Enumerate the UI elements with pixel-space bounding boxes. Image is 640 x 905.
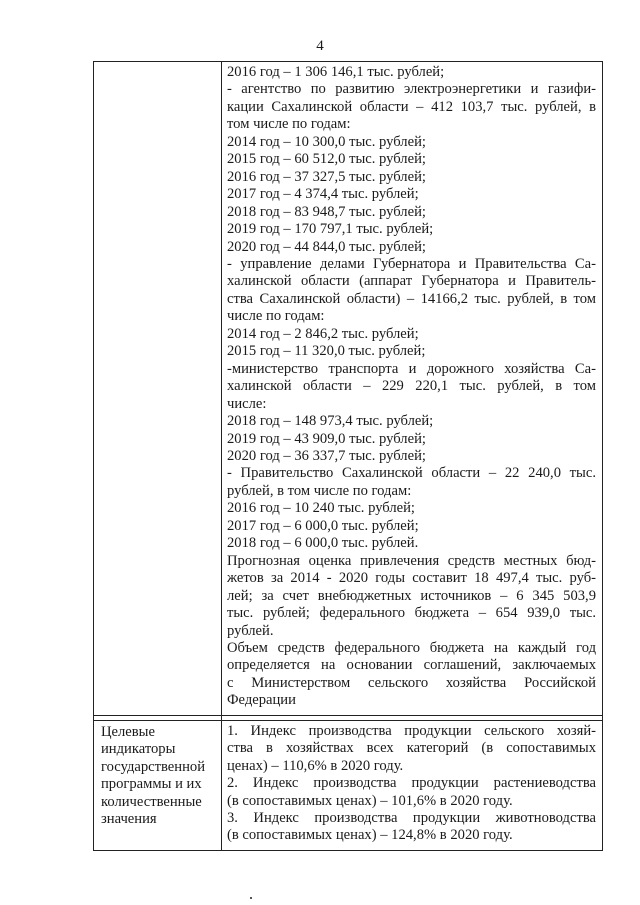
text-line: количественные bbox=[101, 793, 202, 810]
text-line: (в сопоставимых ценах) – 101,6% в 2020 году. bbox=[227, 792, 513, 809]
text-line: 3. Индекс производства продукции животноводства bbox=[227, 810, 596, 827]
text-line: Федерации bbox=[227, 692, 296, 709]
text-line: 2019 год – 170 797,1 тыс. рублей; bbox=[227, 221, 434, 238]
text-line: халинской области (аппарат Губернатора и Правитель- bbox=[227, 273, 596, 290]
text-line: 2020 год – 44 844,0 тыс. рублей; bbox=[227, 238, 426, 255]
text-line: 1. Индекс производства продукции сельского хозяй- bbox=[227, 722, 596, 739]
text-line: лей; за счет внебюджетных источников – 6 345 503,9 bbox=[227, 587, 596, 604]
text-line: 2015 год – 11 320,0 тыс. рублей; bbox=[227, 343, 426, 360]
text-line: - Правительство Сахалинской области – 22 240,0 тыс. bbox=[227, 465, 596, 482]
text-line: 2018 год – 6 000,0 тыс. рублей. bbox=[227, 535, 419, 552]
text-line: рублей, в том числе по годам: bbox=[227, 482, 412, 499]
scan-speck bbox=[250, 897, 252, 899]
indicators-label bbox=[101, 724, 215, 829]
text-line: 2017 год – 4 374,4 тыс. рублей; bbox=[227, 186, 419, 203]
text-line: 2018 год – 83 948,7 тыс. рублей; bbox=[227, 203, 426, 220]
text-line: 2014 год – 10 300,0 тыс. рублей; bbox=[227, 133, 426, 150]
text-line: значения bbox=[101, 811, 157, 828]
text-line: 2. Индекс производства продукции растениеводства bbox=[227, 775, 596, 792]
text-line: 2016 год – 10 240 тыс. рублей; bbox=[227, 500, 415, 517]
text-line: 2019 год – 43 909,0 тыс. рублей; bbox=[227, 430, 426, 447]
text-line: определяется на основании соглашений, заключаемых bbox=[227, 657, 596, 674]
text-line: государственной bbox=[101, 758, 206, 775]
funding-text-block bbox=[227, 64, 596, 710]
indicators-label-cell bbox=[94, 720, 222, 850]
text-line: Объем средств федерального бюджета на каждый год bbox=[227, 639, 596, 656]
text-line: 2015 год – 60 512,0 тыс. рублей; bbox=[227, 151, 426, 168]
text-line: тыс. рублей; федерального бюджета – 654 939,0 тыс. bbox=[227, 605, 596, 622]
indicators-row bbox=[94, 720, 603, 850]
text-line: 2016 год – 1 306 146,1 тыс. рублей; bbox=[227, 64, 445, 80]
text-line: ценах) – 110,6% в 2020 году. bbox=[227, 757, 404, 774]
text-line: программы и их bbox=[101, 776, 202, 793]
text-line: числе: bbox=[227, 395, 267, 412]
funding-label-cell bbox=[94, 62, 222, 716]
text-line: 2020 год – 36 337,7 тыс. рублей; bbox=[227, 447, 426, 464]
page-number: 4 bbox=[316, 38, 324, 54]
text-line: - агентство по развитию электроэнергетики и газифи- bbox=[227, 81, 596, 98]
funding-row bbox=[94, 62, 603, 716]
text-line: 2017 год – 6 000,0 тыс. рублей; bbox=[227, 517, 419, 534]
text-line: числе по годам: bbox=[227, 308, 325, 325]
text-line: с Министерством сельского хозяйства Российской bbox=[227, 674, 596, 691]
text-line: 2016 год – 37 327,5 тыс. рублей; bbox=[227, 168, 426, 185]
text-line: Прогнозная оценка привлечения средств местных бюд- bbox=[227, 552, 596, 569]
text-line: индикаторы bbox=[101, 741, 176, 758]
text-line: рублей. bbox=[227, 622, 274, 639]
text-line: халинской области – 229 220,1 тыс. рублей, в том bbox=[227, 378, 596, 395]
text-line: -министерство транспорта и дорожного хозяйства Са- bbox=[227, 360, 596, 377]
text-line: - управление делами Губернатора и Правительства Са- bbox=[227, 255, 596, 272]
text-line: том числе по годам: bbox=[227, 116, 351, 133]
funding-content-cell bbox=[222, 62, 603, 716]
text-line: ства Сахалинской области) – 14166,2 тыс. рублей, в том bbox=[227, 290, 596, 307]
text-line: (в сопоставимых ценах) – 124,8% в 2020 году. bbox=[227, 827, 513, 844]
text-line: ства в хозяйствах всех категорий (в сопоставимых bbox=[227, 740, 596, 757]
text-line: Целевые bbox=[101, 723, 155, 740]
program-passport-table bbox=[93, 61, 603, 851]
text-line: жетов за 2014 - 2020 годы составит 18 497,4 тыс. руб- bbox=[227, 570, 596, 587]
text-line: 2014 год – 2 846,2 тыс. рублей; bbox=[227, 325, 419, 342]
indicators-text-block bbox=[227, 723, 596, 845]
text-line: кации Сахалинской области – 412 103,7 тыс. рублей, в bbox=[227, 98, 596, 115]
indicators-content-cell bbox=[222, 720, 603, 850]
text-line: 2018 год – 148 973,4 тыс. рублей; bbox=[227, 413, 434, 430]
